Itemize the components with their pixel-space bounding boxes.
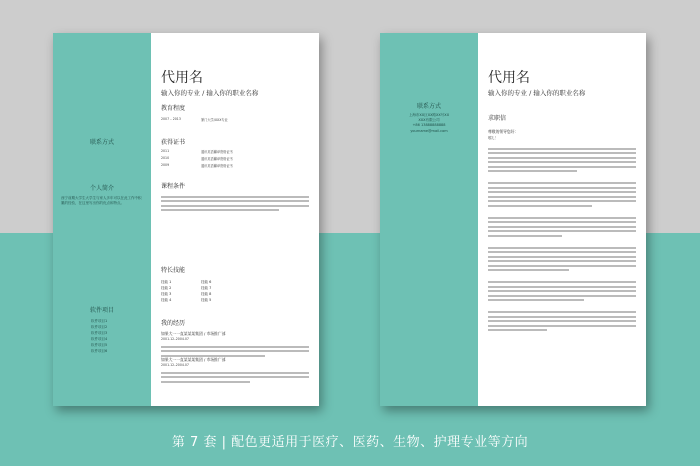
resume-job-title: 输入你的专业 / 输入你的职业名称 [161,89,259,97]
resume-name: 代用名 [161,70,203,86]
sidebar [380,33,478,406]
sidebar [53,33,151,406]
exp-date: 2001.12–2004.07 [161,363,189,367]
contact-address: 上海市XX区XX路XX号XX [408,113,450,117]
cert-year: 2010 [161,156,170,160]
software-item: 软件项目6 [91,349,108,353]
resume-page-left [53,33,319,406]
caption: 第 7 套 | 配色更适用于医疗、医药、生物、护理专业等方向 [171,435,529,450]
cert-text: 通讯英语翻译资格证书 [201,157,233,161]
education-title: 教育程度 [161,105,186,112]
skill-item: 技能 7 [201,286,212,290]
skills-grid [161,279,241,303]
exp-date: 2001.12–2004.07 [161,337,189,341]
skill-item: 技能 1 [161,280,172,284]
course-text-placeholder [161,193,309,214]
software-item: 软件项目1 [91,319,108,323]
resume-name: 代用名 [488,70,530,86]
skill-item: 技能 4 [161,298,172,302]
software-item: 软件项目2 [91,325,108,329]
letter-title: 求职信 [488,115,507,122]
cert-year: 2011 [161,149,170,153]
skill-item: 技能 2 [161,286,172,290]
letter-sign-off: 敬礼！ [488,136,498,140]
skill-item: 技能 5 [201,298,212,302]
cert-text: 通讯英语翻译资格证书 [201,164,233,168]
contact-lines [388,113,470,134]
letter-body-placeholder [488,145,636,334]
software-item: 软件项目5 [91,343,108,347]
main-column [151,33,319,406]
certificates-title: 获得证书 [161,139,186,146]
intro-title: 个人简介 [89,185,114,192]
skills-title: 特长技能 [161,267,186,274]
exp-text-placeholder [161,369,309,385]
experience-title: 我的经历 [161,320,186,327]
skill-item: 技能 3 [161,292,172,296]
software-item: 软件项目4 [91,337,108,341]
intro-text: 西宁前期大学生大学生与家人多年可以在此工作中积累的经验，在这里写出你的优点和特点。 [61,196,142,206]
contact-email: yourname@mail.com [410,128,448,133]
main-column [478,33,646,406]
exp-company: 如果大一一直某某某集团 / 市场推广部 [161,357,226,362]
cert-text: 通讯英语翻译资格证书 [201,150,233,154]
cert-year: 2009 [161,163,170,167]
education-year: 2007 – 2013 [161,117,181,121]
resume-page-right [380,33,646,406]
contact-title: 联系方式 [89,139,114,146]
contact-title: 联系方式 [416,103,441,110]
exp-company: 如果大一一直某某某集团 / 市场推广部 [161,331,226,336]
course-title: 课程条件 [161,183,186,190]
contact-phone: +86 13888888888 [412,123,446,128]
skill-item: 技能 8 [201,292,212,296]
letter-greeting: 尊敬的领导您好： [488,129,519,134]
software-list [91,318,107,354]
education-school: 厦门大学/XXX专业 [201,118,228,122]
skill-item: 技能 6 [201,280,212,284]
software-title: 软件项目 [89,307,114,314]
resume-job-title: 输入你的专业 / 输入你的职业名称 [488,89,586,97]
software-item: 软件项目3 [91,331,108,335]
contact-company: XXX有限公司 [418,118,440,123]
